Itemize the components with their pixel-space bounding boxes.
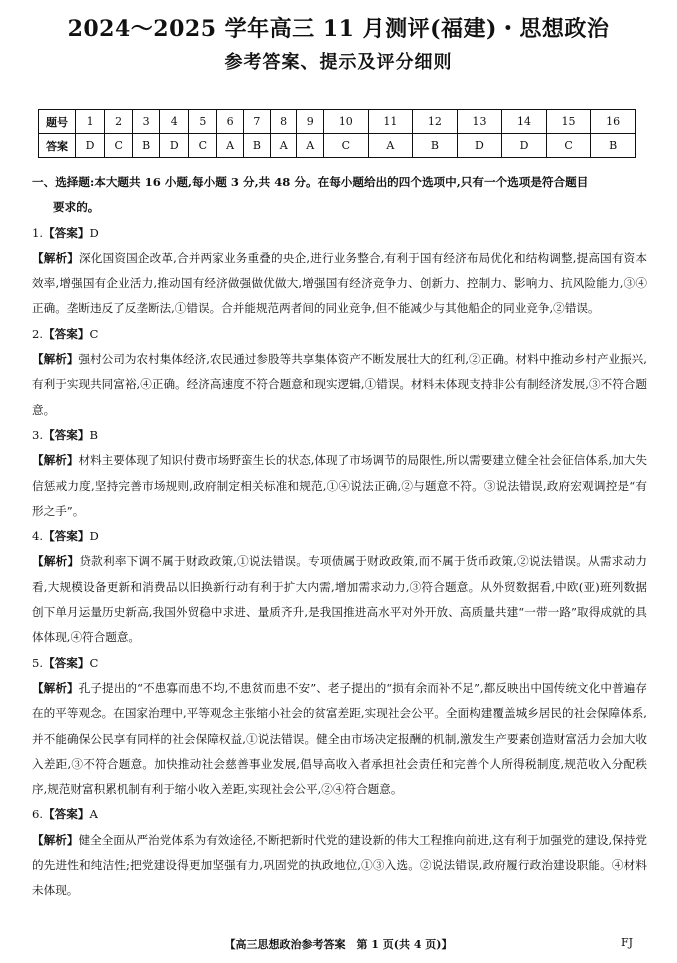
question-explanation: [32, 448, 647, 524]
question-number: 14: [502, 110, 547, 134]
question-number-label: 4.: [32, 529, 44, 544]
footer-page-info: 【高三思想政治参考答案 第 1 页(共 4 页)】: [224, 938, 453, 951]
explanation-text: 材料主要体现了知识付费市场野蛮生长的状态,体现了市场调节的局限性,所以需要建立健全社会征信体系,加大失信惩戒力度,坚持完善市场规则,政府制定相关标准和规范,①④说法正确,②与题意不符。③说法错误,政府宏观调控是“有形之手”。: [32, 453, 647, 518]
document-title: 2024～2025 学年高三 11 月测评(福建)・思想政治: [67, 16, 610, 42]
answer-tag: 【答案】: [43, 655, 90, 670]
explanation-tag: 【解析】: [32, 554, 80, 569]
row-label: 题号: [39, 110, 76, 134]
question-number-label: 3.: [32, 427, 44, 442]
explanation-text: 深化国资国企改革,合并两家业务重叠的央企,进行业务整合,有利于国有经济布局优化和结构调整,提高国有资本效率,增强国有企业活力,推动国有经济做强做优做大,增强国有经济竞争力、创新力、控制力、影响力、抗风险能力,③④正确。垄断违反了反垄断法,①错误。合并能规范两者间的同业竞争,但不能减少与其他船企的同业竞争,②错误。: [32, 250, 647, 316]
answer-cell: C: [324, 134, 369, 158]
document-subtitle: 参考答案、提示及评分细则: [224, 52, 453, 73]
answer-cell: B: [243, 134, 270, 158]
answer-cell: A: [217, 134, 244, 158]
answer-cell: D: [502, 134, 547, 158]
question-explanation: [32, 828, 647, 904]
answer-cell: C: [546, 134, 591, 158]
question-number: 2: [105, 110, 133, 134]
answer-cell: B: [133, 134, 160, 158]
answer-cell: B: [591, 134, 636, 158]
row-label: 答案: [39, 134, 76, 158]
question-answer-line: [32, 802, 647, 827]
question-answer-line: [32, 221, 647, 246]
question-explanation: [32, 347, 647, 423]
question-number: 3: [133, 110, 160, 134]
answer-cell: C: [105, 134, 133, 158]
question-answer-line: [32, 651, 647, 676]
question-answer-line: [32, 322, 647, 347]
answer-letter: D: [89, 529, 99, 544]
answer-letter: D: [89, 225, 99, 240]
answer-cell: A: [368, 134, 413, 158]
explanation-tag: 【解析】: [32, 680, 79, 695]
question-number-label: 5.: [32, 655, 44, 670]
answer-tag: 【答案】: [43, 807, 90, 822]
question-number: 1: [76, 110, 105, 134]
question-number: 5: [189, 110, 217, 134]
question-number: 11: [368, 110, 413, 134]
answer-letter: C: [89, 326, 99, 341]
answer-letter: B: [89, 427, 98, 442]
answer-cell: C: [189, 134, 217, 158]
explanation-text: 孔子提出的“不患寡而患不均,不患贫而患不安”、老子提出的“损有余而补不足”,都反映出中国传统文化中普遍存在的平等观念。在国家治理中,平等观念主张缩小社会的贫富差距,实现社会公平。全面构建覆盖城乡居民的社会保障体系,并不能确保公民享有同样的社会保障权益,①说法错误。健全由市场决定报酬的机制,激发生产要素创造财富活力会加大收入差距,③不符合题意。加快推动社会慈善事业发展,倡导高收入者承担社会责任和完善个人所得税制度,规范收入分配秩序,规范财富积累机制有利于缩小收入差距,实现社会公平,②④符合题意。: [32, 680, 647, 797]
explanation-tag: 【解析】: [32, 352, 79, 367]
question-number: 8: [270, 110, 297, 134]
question-number: 12: [413, 110, 458, 134]
answer-tag: 【答案】: [43, 529, 90, 544]
question-explanation: [32, 246, 647, 322]
question-number: 4: [160, 110, 189, 134]
answer-cell: A: [297, 134, 324, 158]
question-answer-line: [32, 423, 647, 448]
question-number-label: 6.: [32, 807, 44, 822]
question-explanation: [32, 549, 647, 650]
answer-table: [38, 109, 636, 158]
answer-cell: D: [160, 134, 189, 158]
question-number-label: 1.: [32, 225, 44, 240]
explanation-text: 健全全面从严治党体系为有效途径,不断把新时代党的建设新的伟大工程推向前进,这有利于加强党的建设,保持党的先进性和纯洁性;把党建设得更加坚强有力,巩固党的执政地位,①③入选。②说法错误,政府履行政治建设职能。④材料未体现。: [32, 832, 647, 898]
answer-table-row-answers: [39, 134, 636, 158]
section-heading: [32, 170, 647, 221]
explanation-text: 强村公司为农村集体经济,农民通过参股等共享集体资产不断发展壮大的红利,②正确。材料中推动乡村产业振兴,有利于实现共同富裕,④正确。经济高速度不符合题意和现实逻辑,①错误。材料未体现支持非公有制经济发展,③不符合题意。: [32, 352, 647, 417]
answer-cell: A: [270, 134, 297, 158]
question-number: 13: [457, 110, 502, 134]
answer-explanations: [32, 170, 647, 904]
section-heading-line: 一、选择题:本大题共 16 小题,每小题 3 分,共 48 分。在每小题给出的四个选项中,只有一个选项是符合题目: [32, 175, 589, 189]
explanation-tag: 【解析】: [32, 832, 79, 847]
question-number: 7: [243, 110, 270, 134]
answer-letter: C: [89, 655, 99, 670]
answer-cell: D: [457, 134, 502, 158]
answer-tag: 【答案】: [43, 427, 90, 442]
answer-cell: D: [76, 134, 105, 158]
answer-tag: 【答案】: [43, 326, 90, 341]
explanation-tag: 【解析】: [32, 250, 80, 265]
question-number: 9: [297, 110, 324, 134]
explanation-text: 贷款利率下调不属于财政政策,①说法错误。专项债属于财政政策,而不属于货币政策,②说法错误。从需求动力看,大规模设备更新和消费品以旧换新行动有利于扩大内需,增加需求动力,③符合题意。从外贸数据看,中欧(亚)班列数据创下单月运量历史新高,我国外贸稳中求进、量质齐升,是我国推进高水平对外开放、高质量共建“一带一路”取得成就的具体体现,④符合题意。: [32, 554, 647, 645]
answer-letter: A: [89, 807, 98, 822]
question-explanation: [32, 676, 647, 802]
question-answer-line: [32, 524, 647, 549]
answer-cell: B: [413, 134, 458, 158]
section-heading-line: 要求的。: [53, 200, 100, 215]
answer-tag: 【答案】: [43, 225, 90, 240]
question-number-label: 2.: [32, 326, 44, 341]
question-number: 10: [324, 110, 369, 134]
answer-table-row-numbers: [39, 110, 636, 134]
question-number: 16: [591, 110, 636, 134]
explanation-tag: 【解析】: [32, 453, 79, 468]
question-number: 15: [546, 110, 591, 134]
question-number: 6: [217, 110, 244, 134]
footer-code: FJ: [620, 936, 633, 949]
